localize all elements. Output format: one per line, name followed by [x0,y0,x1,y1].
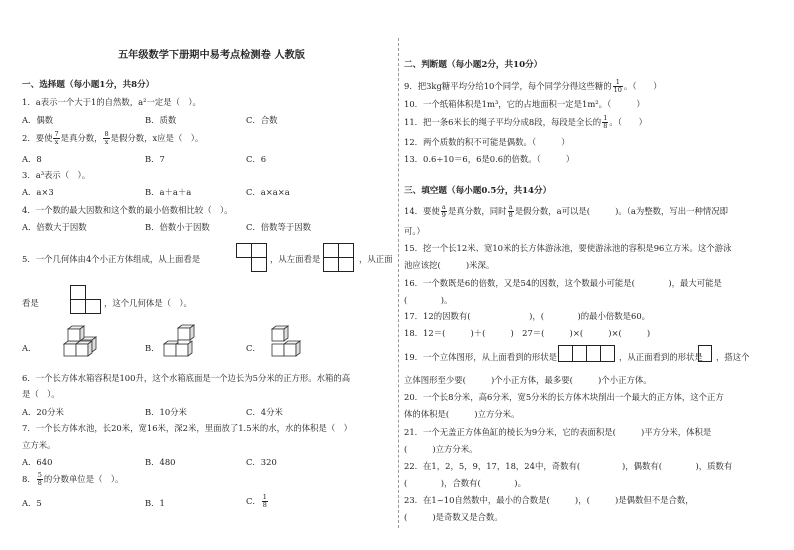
q8-c-frac-den: 8 [262,500,267,509]
q2-frac1-num: 7 [54,130,59,138]
q8-text-b: 的分数单位是（ ）。 [43,473,124,484]
q2-fraction-2 [103,131,109,145]
q3-option-a: A．a×3 [22,187,54,197]
q8-option-c-label: C． [246,495,261,506]
q8-option-c-fraction [262,494,268,508]
f14-fraction-1 [441,204,447,218]
fill-15-line-2: 池应该挖( )米深。 [404,260,495,270]
q2-option-b: B．7 [145,154,165,164]
q2-fraction-1 [53,131,59,145]
q7-option-c: C．320 [246,457,277,467]
fill-20-line-1: 20．一个长8分米，高6分米，宽5分米的长方体木块削出一个最大的正方体，这个正方 [404,392,724,402]
f14-frac2-num: a [508,203,513,211]
q2-option-a: A．8 [22,154,42,164]
q5-option-a: A． [22,343,37,353]
question-2 [22,131,203,145]
question-6-line-1: 6．一个长方体水箱容积是100升，这个水箱底面是一个边长为5分米的正方形。水箱的高 [22,373,351,383]
front-view-figure [70,285,102,315]
q5-option-a-cubes-figure [60,326,105,362]
fill-20-line-2: 体的体积是( )立方分米。 [404,409,520,419]
q7-option-a: A．640 [22,457,53,467]
fill-19-part-c: ，搭这个 [716,352,750,362]
page-title: 五年级数学下册期中易考点检测卷 人教版 [118,49,305,61]
q8-option-c [246,494,269,508]
f19-front-view-figure [698,345,713,363]
f14-text-a: 14．要使 [404,205,440,216]
q5-option-b-cubes-figure [160,324,205,362]
judge-12: 12．两个质数的积不可能是偶数。（ ） [404,137,570,147]
q8-frac-den: 8 [37,478,42,487]
fill-15-line-1: 15．挖一个长12米、宽10米的长方体游泳池，要使游泳池的容积是96立方米。这个游泳 [404,243,732,253]
question-7-line-2: 立方米。 [22,440,56,450]
j9-text-a: 9．把3kg糖平均分给10个同学，每个同学分得这些糖的 [404,80,612,91]
j9-text-b: 。（ ） [623,80,662,91]
q2-frac2-den: x [104,137,109,146]
q3-option-c: C．a×a×a [246,187,290,197]
judge-13: 13．0.6÷10＝6，6是0.6的倍数。（ ） [404,154,575,164]
fill-21-line-1: 21．一个无盖正方体鱼缸的棱长为9分米，它的表面积是( )平方分米，体积是 [404,427,712,437]
fill-19-part-a: 19．一个立体图形，从上面看到的形状是 [404,352,558,362]
q8-text-a: 8． [22,473,36,484]
section-fill-heading: 三、填空题（每小题0.5分，共14分） [404,186,552,196]
q8-fraction [37,472,43,486]
fill-19-part-b: ，从正面看到的形状是 [619,352,703,362]
question-8 [22,472,123,486]
fill-23-line-1: 23．在1~10自然数中，最小的合数是( )，( )是偶数但不是合数， [404,495,694,505]
f14-frac2-den: 8 [508,210,513,219]
f14-frac1-num: a [441,203,446,211]
left-view-figure [323,243,355,273]
question-5-part-c: ，从正面 [359,254,393,264]
q2-frac2-num: 8 [104,130,109,138]
j11-fraction [602,115,608,129]
column-divider [398,38,399,528]
fill-14-line-2: 可。） [404,226,425,236]
fill-19-line-2: 立体图形至少要( )个小正方体，最多要( )个小正方体。 [404,375,652,385]
question-5-part-d: 看是 [22,298,39,308]
judge-9 [404,79,662,93]
q4-option-c: C．倍数等于因数 [246,222,312,232]
q1-option-b: B．质数 [145,115,177,125]
judge-11 [404,115,647,129]
question-6-line-2: 是（ ）。 [22,389,60,399]
f19-top-view-figure [558,345,616,363]
q2-option-c: C．6 [246,154,267,164]
question-3: 3．a³表示（ ）。 [22,170,91,180]
j11-frac-num: 1 [603,114,608,122]
section-judge-heading: 二、判断题（每小题2分，共10分） [404,60,543,70]
q8-option-a: A．5 [22,498,42,508]
j9-fraction [613,79,623,93]
question-5-part-a: 5．一个几何体由4个小正方体组成，从上面看是 [22,254,201,264]
f14-text-b: 是真分数，同时 [447,205,507,216]
top-view-figure [236,243,268,273]
fill-16-line-1: 16．一个数既是6的倍数，又是54的因数，这个数最小可能是( )，最大可能是 [404,278,722,288]
q4-option-b: B．倍数小于因数 [145,222,210,232]
q2-text-a: 2．要使 [22,132,53,143]
j9-frac-num: 1 [613,79,623,87]
fill-22-line-1: 22．在1，2，5，9，17，18，24中，奇数有( )，偶数有( )，质数有 [404,461,733,471]
question-4: 4．一个数的最大因数和这个数的最小倍数相比较（ ）。 [22,205,233,215]
fill-16-line-2: ( )。 [404,295,453,305]
q4-option-a: A．倍数大于因数 [22,222,87,232]
question-7-line-1: 7．一个长方体水池，长20米，宽16米，深2米，里面放了1.5米的水，水的体积是（ ） [22,423,353,433]
section-choice-heading: 一、选择题（每小题1分，共8分） [22,80,155,90]
question-5-part-b: ，从左面看是 [270,254,321,264]
q6-option-c: C．4分米 [246,407,283,417]
q2-text-b: 是真分数， [60,132,103,143]
fill-18: 18．12＝( )＋( ) 27＝( )×( )×( ) [404,328,651,338]
judge-10: 10．一个纸箱体积是1m³，它的占地面积一定是1m²。（ ） [404,99,645,109]
q8-frac-num: 5 [37,471,42,479]
q8-c-frac-num: 1 [262,493,267,501]
j11-frac-den: 8 [603,121,608,130]
q6-option-b: B．10分米 [145,407,187,417]
question-1: 1．a表示一个大于1的自然数，a²一定是（ ）。 [22,97,201,107]
j11-text-a: 11．把一条6米长的绳子平均分成8段，每段是全长的 [404,116,602,127]
q7-option-b: B．480 [145,457,176,467]
q2-text-c: 是假分数，x应是（ ）。 [110,132,204,143]
f14-fraction-2 [508,204,514,218]
fill-23-line-2: ( )是奇数又是合数。 [404,512,503,522]
fill-17: 17．12的因数有( )，( )的最小倍数是60。 [404,311,651,321]
j9-frac-den: 10 [613,85,622,94]
f14-text-c: 是假分数，a可以是( )。（a为整数，写出一种情况即 [514,205,729,216]
q8-option-b: B．1 [145,498,165,508]
j11-text-b: 。（ ） [609,116,648,127]
fill-14-line-1 [404,204,728,218]
q2-frac1-den: x [54,137,59,146]
q5-option-c: C． [246,343,261,353]
fill-21-line-2: ( )立方分米。 [404,444,478,454]
q6-option-a: A．20分米 [22,407,64,417]
q3-option-b: B．a＋a＋a [145,187,192,197]
q1-option-a: A．偶数 [22,115,54,125]
f14-frac1-den: 9 [441,210,446,219]
q5-option-b: B． [145,343,160,353]
fill-22-line-2: ( )，合数有( )。 [404,478,526,488]
q1-option-c: C．合数 [246,115,278,125]
question-5-part-e: ，这个几何体是（ ）。 [104,298,192,308]
q5-option-c-cubes-figure [264,326,309,362]
